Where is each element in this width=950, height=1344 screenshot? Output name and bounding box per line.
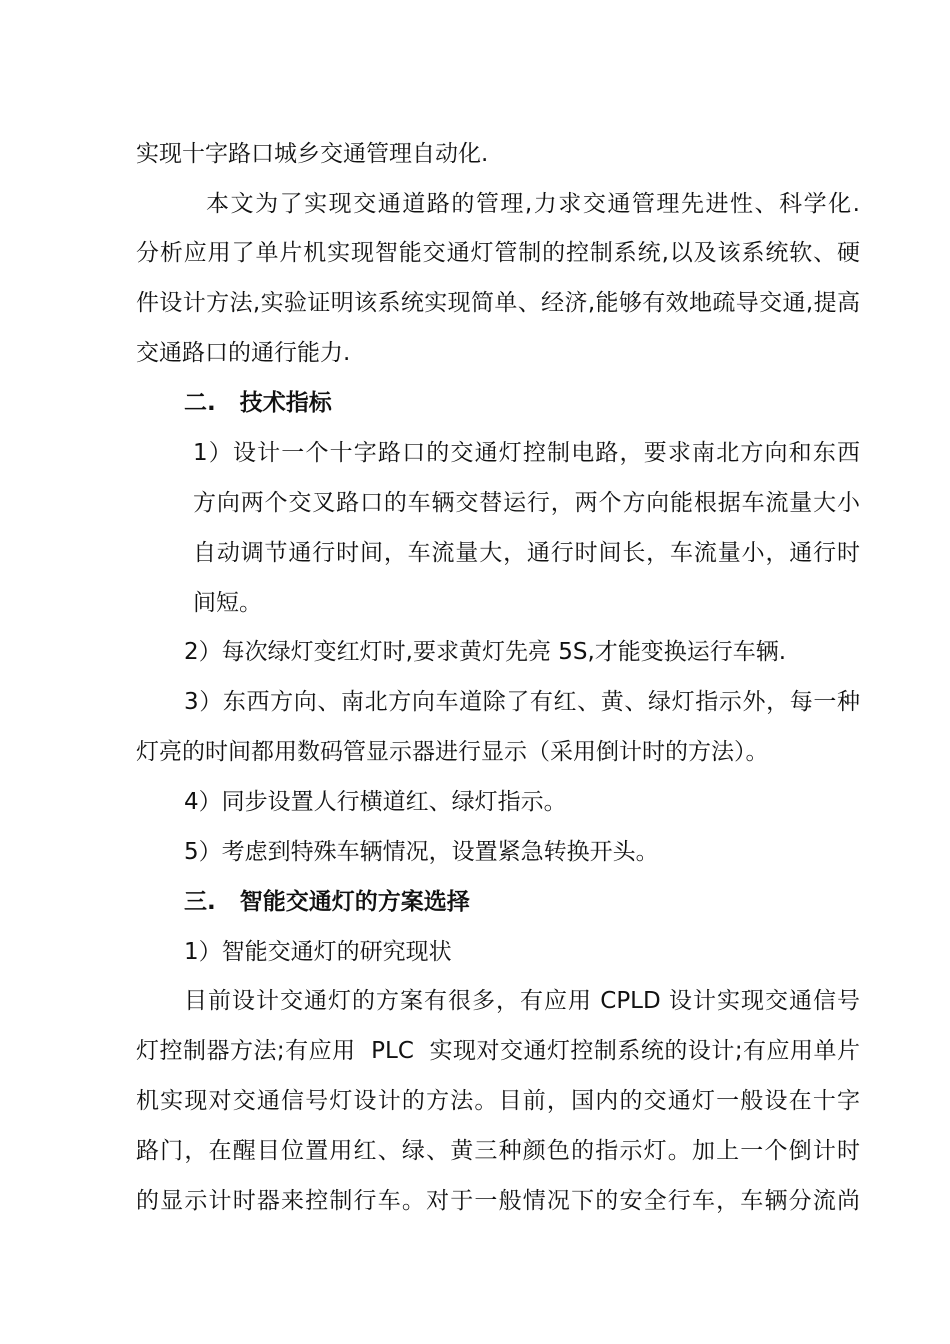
text-line-10: 间短。 [193, 590, 262, 616]
text-line-21: 路门，在醒目位置用红、绿、黄三种颜色的指示灯。加上一个倒计时 [136, 1138, 860, 1164]
text-line-2: 本文为了实现交通道路的管理,力求交通管理先进性、科学化. [206, 191, 860, 217]
text-line-14: 4）同步设置人行横道红、绿灯指示。 [184, 789, 567, 815]
text-line-12: 3）东西方向、南北方向车道除了有红、黄、绿灯指示外，每一种 [184, 689, 860, 715]
text-line-8: 方向两个交叉路口的车辆交替运行，两个方向能根据车流量大小 [193, 490, 860, 516]
text-line-11: 2）每次绿灯变红灯时,要求黄灯先亮 5S,才能变换运行车辆. [184, 639, 787, 665]
text-line-4: 件设计方法,实验证明该系统实现简单、经济,能够有效地疏导交通,提高 [136, 290, 860, 316]
text-line-5: 交通路口的通行能力. [136, 340, 351, 366]
text-line-15: 5）考虑到特殊车辆情况，设置紧急转换开头。 [184, 839, 659, 865]
section-heading-3: 三. 智能交通灯的方案选择 [184, 889, 470, 915]
section-heading-2: 二. 技术指标 [184, 390, 332, 416]
text-line-3: 分析应用了单片机实现智能交通灯管制的控制系统,以及该系统软、硬 [136, 240, 860, 266]
text-line-1: 实现十字路口城乡交通管理自动化. [136, 141, 489, 167]
text-line-13: 灯亮的时间都用数码管显示器进行显示（采用倒计时的方法）。 [136, 739, 769, 765]
text-line-20: 机实现对交通信号灯设计的方法。目前，国内的交通灯一般设在十字 [136, 1088, 860, 1114]
text-line-17: 1）智能交通灯的研究现状 [184, 939, 452, 965]
text-line-7: 1）设计一个十字路口的交通灯控制电路，要求南北方向和东西 [193, 440, 860, 466]
text-line-19: 灯控制器方法;有应用 PLC 实现对交通灯控制系统的设计;有应用单片 [136, 1038, 860, 1064]
text-line-22: 的显示计时器来控制行车。对于一般情况下的安全行车，车辆分流尚 [136, 1188, 860, 1214]
text-line-18: 目前设计交通灯的方案有很多，有应用 CPLD 设计实现交通信号 [184, 988, 860, 1014]
text-line-9: 自动调节通行时间，车流量大，通行时间长，车流量小，通行时 [193, 540, 860, 566]
